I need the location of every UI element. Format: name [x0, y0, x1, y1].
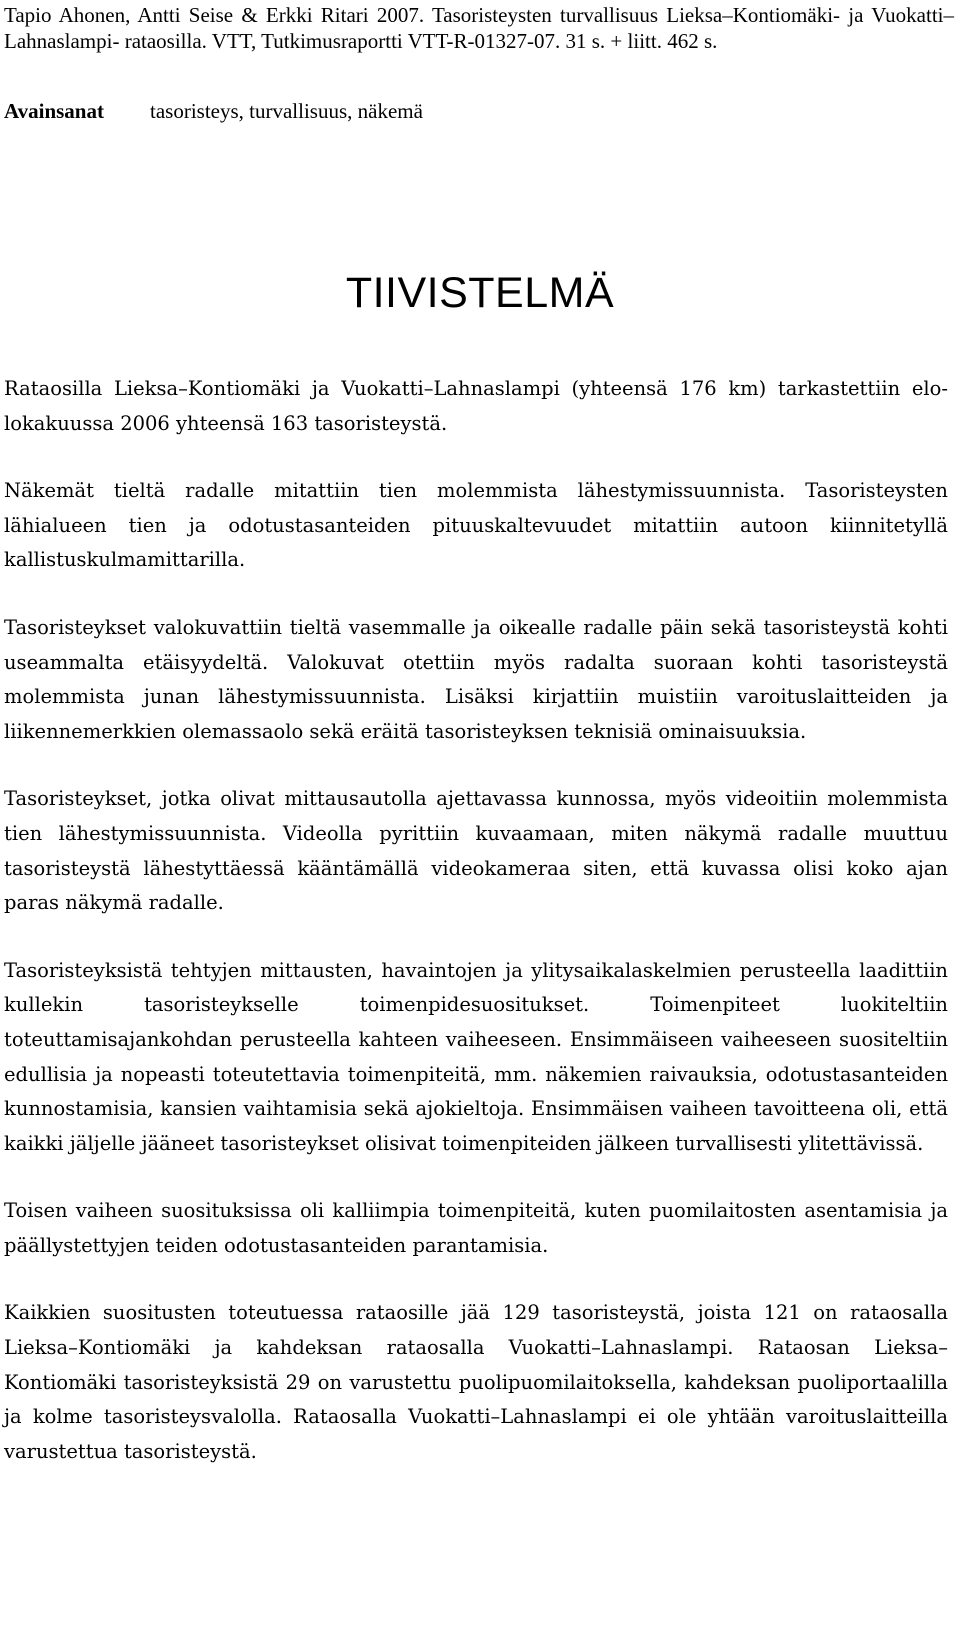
keywords-label: Avainsanat: [4, 99, 104, 123]
abstract-title: TIIVISTELMÄ: [345, 269, 615, 317]
abstract-paragraph: Tasoristeykset valokuvattiin tieltä vasemmalle ja oikealle radalle päin sekä tasoristeystä kohti useammalta etäisyydeltä. Valokuvat otettiin myös radalta suoraan kohti tasoristeystä molemmista junan lähestymissuunnista. Lisäksi kirjattiin muistiin varoituslaitteiden ja liikennemerkkien olemassaolo sekä eräitä tasoristeyksen teknisiä ominaisuuksia.: [4, 615, 948, 743]
abstract-paragraph: Toisen vaiheen suosituksissa oli kalliimpia toimenpiteitä, kuten puomilaitosten asentamisia ja päällystettyjen teiden odotustasanteiden parantamisia.: [4, 1199, 948, 1257]
keywords-value: tasoristeys, turvallisuus, näkemä: [150, 99, 423, 123]
keywords-row: [4, 98, 954, 124]
abstract-body: [4, 372, 948, 1502]
abstract-paragraph: Rataosilla Lieksa–Kontiomäki ja Vuokatti–Lahnaslampi (yhteensä 176 km) tarkastettiin elo-lokakuussa 2006 yhteensä 163 tasoristeystä.: [4, 377, 948, 435]
abstract-paragraph: Kaikkien suositusten toteutuessa rataosille jää 129 tasoristeystä, joista 121 on rataosalla Lieksa–Kontiomäki ja kahdeksan rataosalla Vuokatti–Lahnaslampi. Rataosan Lieksa–Kontiomäki tasoristeyksistä 29 on varustettu puolipuomilaitoksella, kahdeksan puoliportaalilla ja kolme tasoristeysvalolla. Rataosalla Vuokatti–Lahnaslampi ei ole yhtään varoituslaitteilla varustettua tasoristeystä.: [4, 1301, 948, 1463]
abstract-paragraph: Tasoristeykset, jotka olivat mittausautolla ajettavassa kunnossa, myös videoitiin molemmista tien lähestymissuunnista. Videolla pyrittiin kuvaamaan, miten näkymä radalle muuttuu tasoristeystä lähestyttäessä kääntämällä videokameraa siten, että kuvassa olisi koko ajan paras näkymä radalle.: [4, 787, 948, 915]
abstract-paragraph: Näkemät tieltä radalle mitattiin tien molemmista lähestymissuunnista. Tasoristeysten lähialueen tien ja odotustasanteiden pituuskaltevuudet mitattiin autoon kiinnitetyllä kallistuskulmamittarilla.: [4, 479, 948, 572]
abstract-paragraph: Tasoristeyksistä tehtyjen mittausten, havaintojen ja ylitysaikalaskelmien perusteella laadittiin kullekin tasoristeykselle toimenpidesuositukset. Toimenpiteet luokiteltiin toteuttamisajankohdan perusteella kahteen vaiheeseen. Ensimmäiseen vaiheeseen suositeltiin edullisia ja nopeasti toteutettavia toimenpiteitä, mm. näkemien raivauksia, odotustasanteiden kunnostamisia, kansien vaihtamisia sekä ajokieltoja. Ensimmäisen vaiheen tavoitteena oli, että kaikki jäljelle jääneet tasoristeykset olisivat toimenpiteiden jälkeen turvallisesti ylitettävissä.: [4, 958, 948, 1155]
bibliographic-citation: Tapio Ahonen, Antti Seise & Erkki Ritari 2007. Tasoristeysten turvallisuus Lieksa–Kontiomäki- ja Vuokatti–Lahnaslampi- rataosilla. VTT, Tutkimusraportti VTT-R-01327-07. 31 s. + liitt. 462 s.: [4, 3, 954, 53]
